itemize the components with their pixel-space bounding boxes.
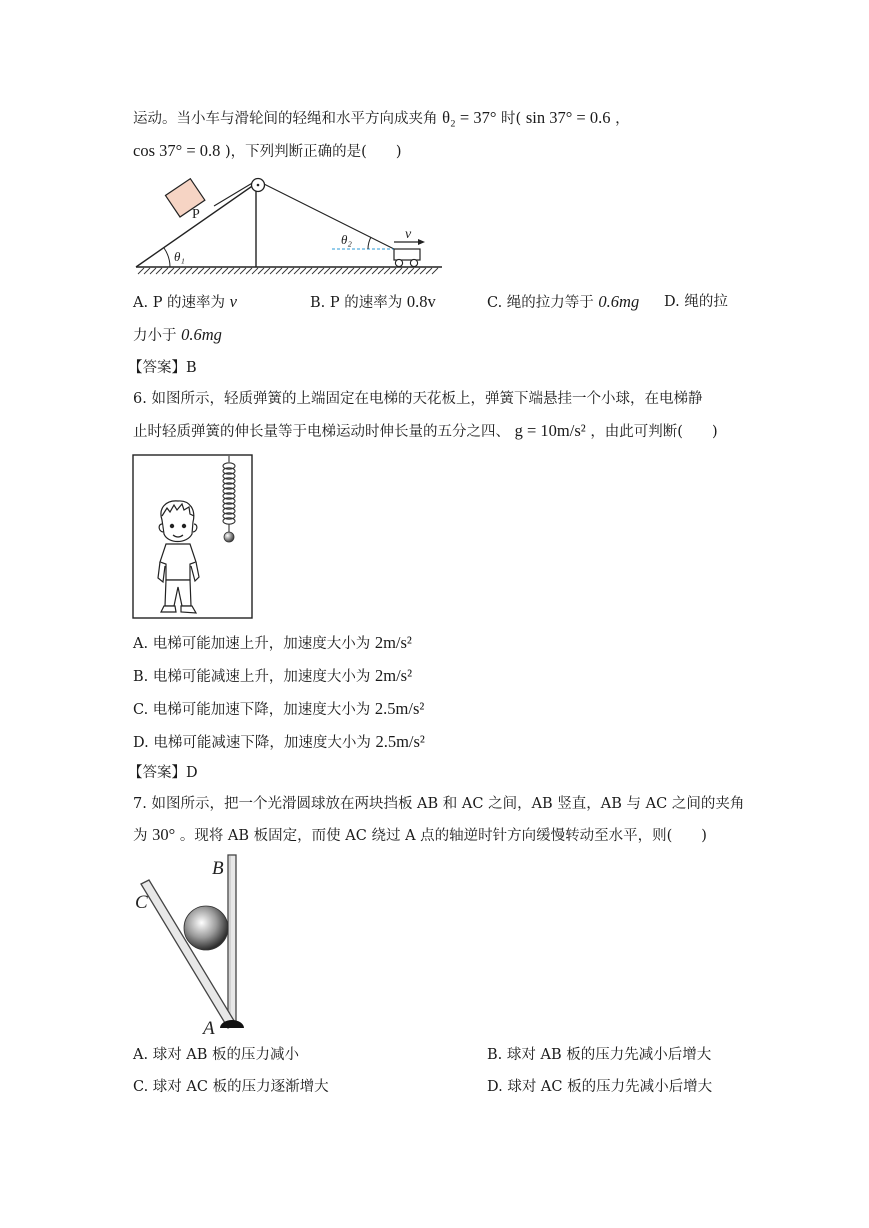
q5-option-a-math: v [229, 292, 237, 311]
q6-text-line2 [133, 420, 718, 443]
q5-theta2-value: θ₂ = 37° [442, 108, 497, 127]
q5-intro-line [133, 107, 630, 130]
q5-intro-post: 时( [501, 111, 522, 127]
q7-option-c: C. 球对 AC 板的压力逐渐增大 [133, 1079, 329, 1095]
q6-option-c-text: C. 电梯可能加速下降，加速度大小为 [133, 702, 371, 718]
q6-text-line2-post: ，由此可判断( ) [590, 424, 718, 440]
q7-board-ac [141, 880, 236, 1028]
q7-label-c: C [135, 892, 148, 913]
q7-text-line1: 7. 如图所示，把一个光滑圆球放在两块挡板 AB 和 AC 之间，AB 竖直，AB 与 AC 之间的夹角 [133, 796, 745, 812]
q6-answer: 【答案】D [128, 765, 198, 781]
q5-option-d-math: 0.6mg [181, 325, 222, 344]
q5-v-label: v [405, 227, 412, 242]
q6-option-b [133, 665, 412, 688]
q5-option-c-math: 0.6mg [598, 292, 640, 311]
q5-option-c [487, 291, 639, 314]
q5-option-d-cont [133, 324, 222, 347]
q7-board-ab [228, 855, 236, 1025]
q7-label-a: A [203, 1018, 215, 1036]
q7-text-line2-pre: 为 [133, 828, 148, 844]
q7-figure [130, 852, 252, 1036]
q6-option-d-text: D. 电梯可能减速下降，加速度大小为 [133, 735, 371, 751]
q5-sin-value: sin 37° = 0.6 [525, 108, 611, 127]
q7-option-b: B. 球对 AB 板的压力先减小后增大 [487, 1047, 712, 1063]
q6-text-line2-pre: 止时轻质弹簧的伸长量等于电梯运动时伸长量的五分之四、 [133, 424, 510, 440]
q5-comma: ， [615, 111, 630, 127]
q6-option-c-math: 2.5m/s² [374, 699, 425, 718]
q7-option-d: D. 球对 AC 板的压力先减小后增大 [487, 1079, 713, 1095]
q5-option-b-text: B. P 的速率为 [310, 295, 403, 311]
q5-cos-line [133, 140, 402, 163]
q7-text-line2-post: 。现将 AB 板固定，而使 AC 绕过 A 点的轴逆时针方向缓慢转动至水平，则( ) [179, 828, 707, 844]
q5-question-tail: )，下列判断正确的是( ) [225, 144, 402, 160]
q5-intro-text: 运动。当小车与滑轮间的轻绳和水平方向成夹角 [133, 111, 438, 127]
q5-block-label: P [192, 207, 200, 222]
q5-option-d [664, 291, 728, 313]
q6-option-b-text: B. 电梯可能减速上升，加速度大小为 [133, 669, 371, 685]
q5-option-b-math: 0.8v [406, 292, 436, 311]
q6-option-a [133, 632, 412, 655]
q7-option-a: A. 球对 AB 板的压力减小 [133, 1047, 300, 1063]
q6-option-a-text: A. 电梯可能加速上升，加速度大小为 [133, 636, 371, 652]
q6-option-a-math: 2m/s² [374, 633, 412, 652]
q5-cos-value: cos 37° = 0.8 [133, 141, 221, 160]
q7-ball [184, 906, 228, 950]
q5-answer: 【答案】B [128, 360, 197, 376]
q6-option-d [133, 731, 425, 754]
q5-figure [132, 172, 447, 280]
q6-ball [224, 532, 234, 542]
q5-option-b [310, 291, 436, 314]
q5-option-d-text: D. 绳的拉 [664, 294, 728, 310]
q6-figure [132, 454, 254, 620]
q5-option-a-text: A. P 的速率为 [133, 295, 226, 311]
q7-angle-value: 30° [152, 825, 176, 844]
q5-cart [394, 249, 420, 260]
q6-option-c [133, 698, 424, 721]
q6-option-b-math: 2m/s² [374, 666, 413, 685]
q7-label-b: B [212, 858, 224, 879]
q6-option-d-math: 2.5m/s² [375, 732, 425, 751]
q5-option-c-text: C. 绳的拉力等于 [487, 295, 594, 311]
q5-theta1-label: θ₁ [174, 249, 185, 264]
q6-text-line1: 6. 如图所示，轻质弹簧的上端固定在电梯的天花板上，弹簧下端悬挂一个小球，在电梯静 [133, 391, 703, 407]
q6-g-value: g = 10m/s² [514, 421, 586, 440]
q5-theta2-label: θ₂ [341, 232, 352, 247]
q5-option-d-text2: 力小于 [133, 328, 177, 344]
q5-option-a [133, 291, 237, 314]
q7-text-line2 [133, 824, 707, 847]
